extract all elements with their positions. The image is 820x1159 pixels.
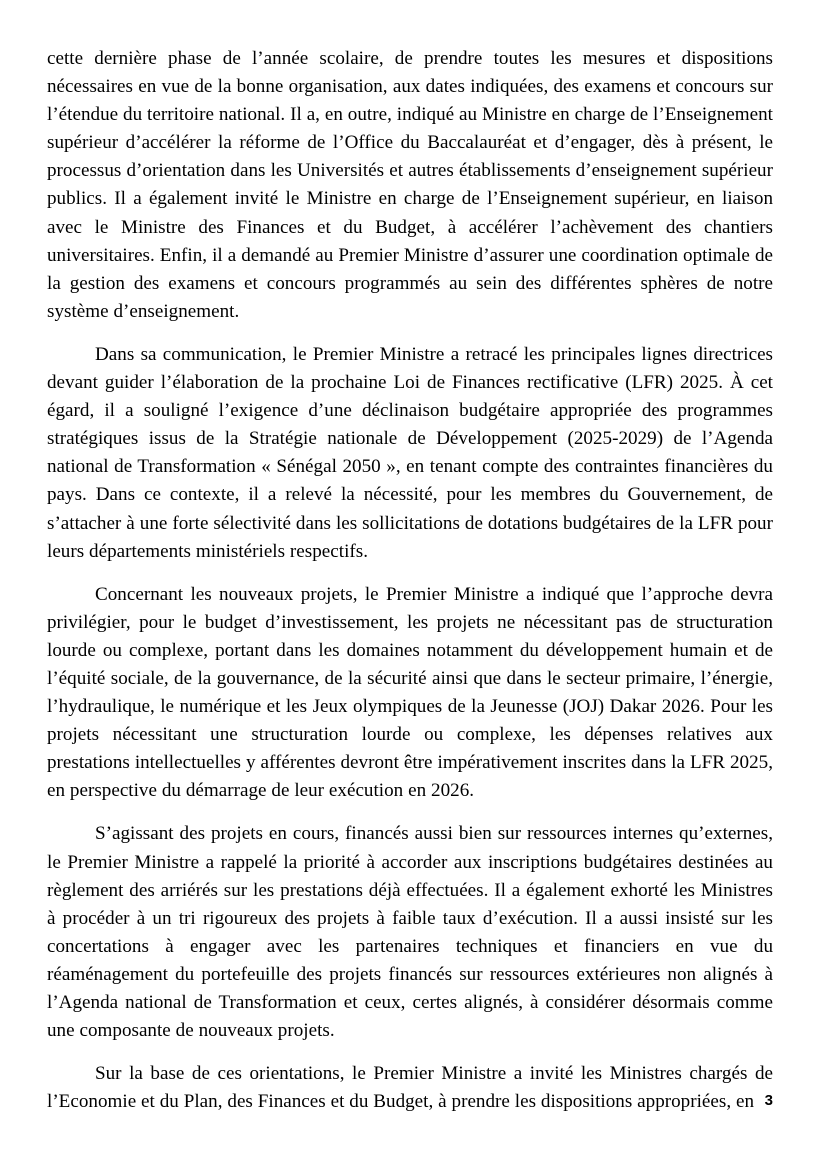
paragraph-projets-en-cours: S’agissant des projets en cours, financés aussi bien sur ressources internes qu’externes, le Premier Ministre a rappelé la priorité à accorder aux inscriptions budgétaires destinées au règlement des arriérés sur les prestations déjà effectuées. Il a également exhorté les Ministres à procéder à un tri rigoureux des projets à faible taux d’exécution. Il a aussi insisté sur les concertations à engager avec les partenaires techniques et financiers en vue du réaménagement du portefeuille des projets financés sur ressources extérieures non alignés à l’Agenda national de Transformation et ceux, certes alignés, à considérer désormais comme une composante de nouveaux projets. (47, 823, 773, 1042)
paragraph-education-exams: cette dernière phase de l’année scolaire, de prendre toutes les mesures et dispositions nécessaires en vue de la bonne organisation, aux dates indiquées, des examens et concours sur l’étendue du territoire national. Il a, en outre, indiqué au Ministre en charge de l’Enseignement supérieur d’accélérer la réforme de l’Office du Baccalauréat et d’engager, dès à présent, le processus d’orientation dans les Universités et autres établissements d’enseignement supérieur publics. Il a également invité le Ministre en charge de l’Enseignement supérieur, en liaison avec le Ministre des Finances et du Budget, à accélérer l’achèvement des chantiers universitaires. Enfin, il a demandé au Premier Ministre d’assurer une coordination optimale de la gestion des examens et concours programmés au sein des différentes sphères de notre système d’enseignement. (47, 48, 773, 322)
paragraph-nouveaux-projets: Concernant les nouveaux projets, le Premier Ministre a indiqué que l’approche devra privilégier, pour le budget d’investissement, les projets ne nécessitant pas de structuration lourde ou complexe, portant dans les domaines notamment du développement humain et de l’équité sociale, de la gouvernance, de la sécurité ainsi que dans le secteur primaire, l’énergie, l’hydraulique, le numérique et les Jeux olympiques de la Jeunesse (JOJ) Dakar 2026. Pour les projets nécessitant une structuration lourde ou complexe, les dépenses relatives aux prestations intellectuelles y afférentes devront être impérativement inscrites dans la LFR 2025, en perspective du démarrage de leur exécution en 2026. (47, 583, 773, 802)
paragraph-lfr-2025: Dans sa communication, le Premier Ministre a retracé les principales lignes directrices devant guider l’élaboration de la prochaine Loi de Finances rectificative (LFR) 2025. À cet égard, il a souligné l’exigence d’une déclinaison budgétaire appropriée des programmes stratégiques issus de la Stratégie nationale de Développement (2025-2029) de l’Agenda national de Transformation « Sénégal 2050 », en tenant compte des contraintes financières du pays. Dans ce contexte, il a relevé la nécessité, pour les membres du Gouvernement, de s’attacher à une forte sélectivité dans les sollicitations de dotations budgétaires de la LFR pour leurs départements ministériels respectifs. (47, 343, 773, 562)
document-text-column (47, 45, 773, 1116)
paragraph-orientations: Sur la base de ces orientations, le Premier Ministre a invité les Ministres chargés de l’Economie et du Plan, des Finances et du Budget, à prendre les dispositions appropriées, en (47, 1063, 773, 1113)
page-number: 3 (764, 1092, 773, 1109)
